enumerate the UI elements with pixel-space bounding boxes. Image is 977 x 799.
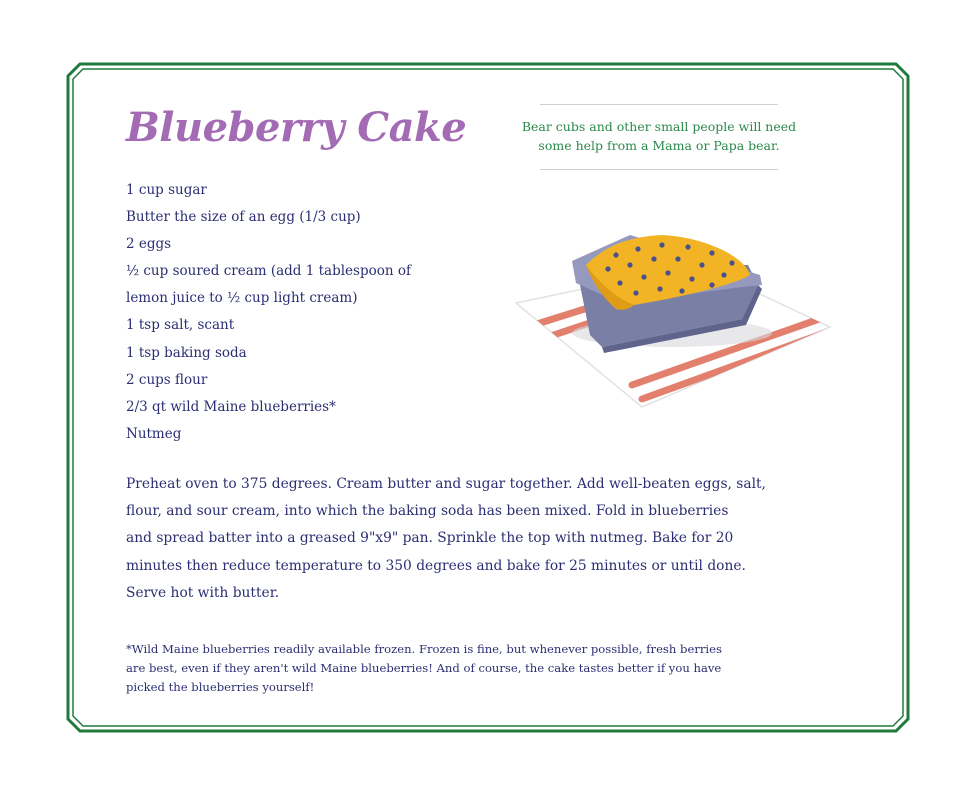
helper-note: [521, 104, 797, 170]
ingredient-item: 2 cups flour: [126, 371, 208, 388]
footnote-line: *Wild Maine blueberries readily available frozen. Frozen is fine, but whenever possible, fresh berries: [126, 642, 722, 656]
helper-note-line: Bear cubs and other small people will need: [521, 119, 797, 134]
recipe-title: Blueberry Cake: [126, 104, 467, 151]
footnote: [126, 640, 866, 697]
ingredient-item: 2 eggs: [126, 236, 172, 253]
ingredient-item: 2/3 qt wild Maine blueberries*: [126, 398, 336, 415]
blueberry-cake-pan-illustration: [512, 225, 832, 410]
ingredient-item: 1 tsp baking soda: [126, 344, 247, 361]
directions-line: Serve hot with butter.: [126, 584, 280, 601]
footnote-line: picked the blueberries yourself!: [126, 680, 315, 694]
directions-line: and spread batter into a greased 9"x9" pan. Sprinkle the top with nutmeg. Bake for 20: [126, 530, 734, 547]
ingredient-item: 1 cup sugar: [126, 182, 207, 198]
directions-line: Preheat oven to 375 degrees. Cream butter and sugar together. Add well-beaten eggs, salt,: [126, 476, 766, 492]
helper-note-line: some help from a Mama or Papa bear.: [538, 138, 780, 153]
directions: [126, 471, 866, 607]
ingredient-item: Nutmeg: [126, 425, 182, 442]
ingredient-list: [126, 180, 411, 451]
directions-line: flour, and sour cream, into which the baking soda has been mixed. Fold in blueberries: [126, 503, 729, 520]
directions-line: minutes then reduce temperature to 350 degrees and bake for 25 minutes or until done.: [126, 557, 746, 574]
ingredient-item: Butter the size of an egg (1/3 cup): [126, 209, 361, 226]
footnote-line: are best, even if they aren't wild Maine blueberries! And of course, the cake tastes better if you have: [126, 661, 722, 675]
ingredient-item: ½ cup soured cream (add 1 tablespoon of: [126, 263, 411, 280]
ingredient-item: lemon juice to ½ cup light cream): [126, 290, 358, 307]
ingredient-item: 1 tsp salt, scant: [126, 317, 235, 334]
